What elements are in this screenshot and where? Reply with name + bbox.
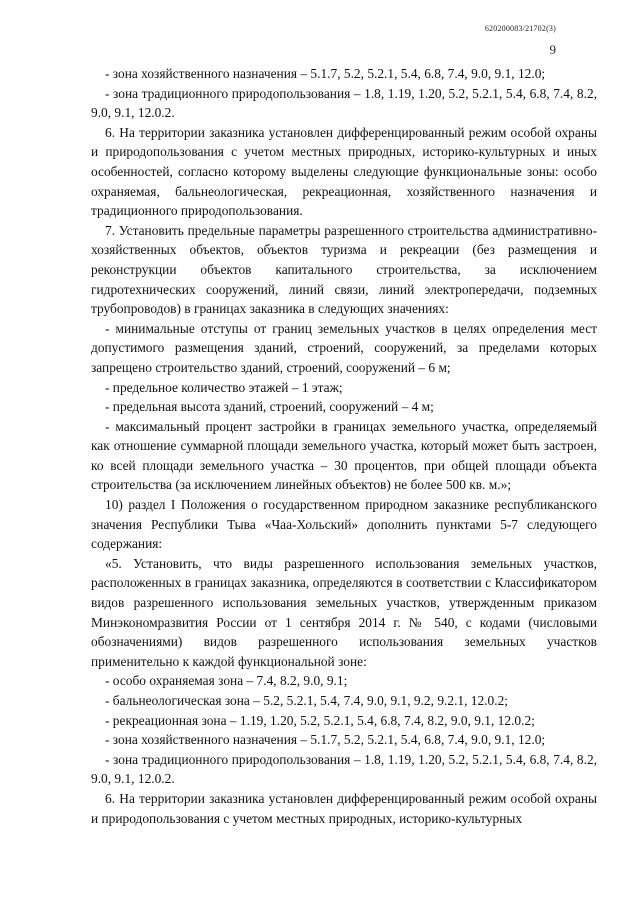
- paragraph-zone-economic: - зона хозяйственного назначения – 5.1.7, 5.2, 5.2.1, 5.4, 6.8, 7.4, 9.0, 9.1, 12.0;: [105, 66, 546, 81]
- paragraph-zone-protected: - особо охраняемая зона – 7.4, 8.2, 9.0, 9.1;: [105, 673, 348, 689]
- page-number: 9: [549, 42, 556, 57]
- paragraph-quote-item-5: «5. Установить, что виды разрешенного использования земельных участков, расположенных в границах заказника, определяются в соответствии с Классификатором видов разрешенного использования земельных участков, утвержденным приказом Минэкономразвития России от 1 сентября 2014 г. № 540, с кодами (числовыми обозначениями) видов разрешенного использования земельных участков применительно к каждой функциональной зоне:: [91, 555, 597, 669]
- paragraph-zone-recreational: - рекреационная зона – 1.19, 1.20, 5.2, 5.2.1, 5.4, 6.8, 7.4, 8.2, 9.0, 9.1, 12.0.2;: [105, 712, 535, 728]
- paragraph-zone-balneological: - бальнеологическая зона – 5.2, 5.2.1, 5.4, 7.4, 9.0, 9.1, 9.2, 9.2.1, 12.0.2;: [105, 693, 509, 708]
- paragraph-min-setbacks: - минимальные отступы от границ земельных участков в целях определения мест допустимого размещения зданий, строений, сооружений, за пределами которых запрещено строительство зданий, строений, сооружений – 6 м;: [91, 320, 597, 375]
- paragraph-item-6: 6. На территории заказника установлен дифференцированный режим особой охраны и природопользования с учетом местных природных, историко-культурных и иных особенностей, согласно которому выделены следующие функциональные зоны: особо охраняемая, бальнеологическая, рекреационная, хозяйственного назначения и традиционного природопользования.: [91, 124, 597, 219]
- paragraph-max-height: - предельная высота зданий, строений, сооружений – 4 м;: [105, 399, 434, 415]
- document-id: 620200083/21702(3): [484, 24, 556, 33]
- paragraph-zone-traditional-2: - зона традиционного природопользования – 1.8, 1.19, 1.20, 5.2, 5.2.1, 5.4, 6.8, 7.4, 8.2, 9.0, 9.1, 12.0.2.: [91, 751, 597, 787]
- paragraph-item-6-repeat: 6. На территории заказника установлен дифференцированный режим особой охраны и природопользования с учетом местных природных, историко-культурных: [91, 790, 597, 826]
- document-body: [91, 64, 597, 828]
- paragraph-zone-traditional: - зона традиционного природопользования – 1.8, 1.19, 1.20, 5.2, 5.2.1, 5.4, 6.8, 7.4, 8.2, 9.0, 9.1, 12.0.2.: [91, 85, 597, 121]
- paragraph-item-7: 7. Установить предельные параметры разрешенного строительства административно-хозяйственных объектов, объектов туризма и рекреации (без размещения и реконструкции объектов капитального строительства, за исключением гидротехнических сооружений, линий связи, линий электропередачи, подземных трубопроводов) в границах заказника в следующих значениях:: [91, 222, 597, 317]
- paragraph-item-10: 10) раздел I Положения о государственном природном заказнике республиканского значения Республики Тыва «Чаа-Хольский» дополнить пунктами 5-7 следующего содержания:: [91, 497, 597, 552]
- paragraph-max-floors: - предельное количество этажей – 1 этаж;: [105, 379, 343, 395]
- paragraph-zone-economic-2: - зона хозяйственного назначения – 5.1.7, 5.2, 5.2.1, 5.4, 6.8, 7.4, 9.0, 9.1, 12.0;: [105, 732, 546, 748]
- paragraph-max-coverage: - максимальный процент застройки в границах земельного участка, определяемый как отношение суммарной площади земельного участка, который может быть застроен, ко всей площади земельного участка – 30 процентов, при общей площади объекта строительства (за исключением линейных объектов) не более 500 кв. м.»;: [91, 418, 597, 493]
